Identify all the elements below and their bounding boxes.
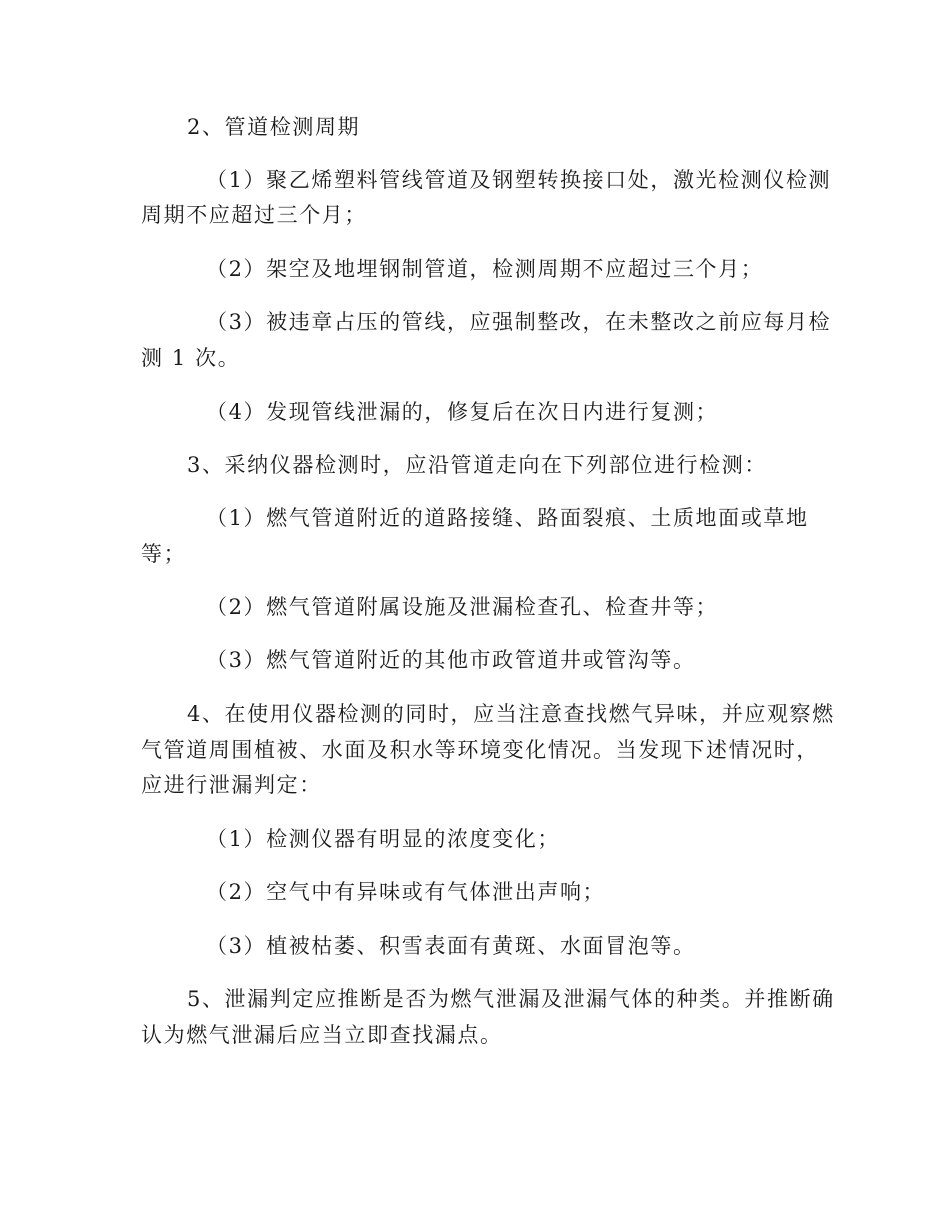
section-heading-3: 3、采纳仪器检测时，应沿管道走向在下列部位进行检测： — [187, 453, 767, 477]
paragraph-line: （1）燃气管道附近的道路接缝、路面裂痕、土质地面或草地 — [206, 506, 809, 530]
paragraph-line: （2）燃气管道附属设施及泄漏检查孔、检查井等； — [206, 595, 719, 619]
paragraph-line: 测 1 次。 — [141, 346, 241, 370]
paragraph-line: 应进行泄漏判定： — [141, 773, 322, 797]
paragraph-line: （3）被违章占压的管线，应强制整改，在未整改之前应每月检 — [206, 310, 832, 334]
paragraph-line: （4）发现管线泄漏的，修复后在次日内进行复测； — [206, 400, 719, 424]
paragraph-line: （3）燃气管道附近的其他市政管道井或管沟等。 — [206, 648, 696, 672]
paragraph-line: 认为燃气泄漏后应当立即查找漏点。 — [141, 1023, 503, 1047]
section-heading-4: 4、在使用仪器检测的同时，应当注意查找燃气异味，并应观察燃 — [187, 702, 835, 726]
paragraph-line: 周期不应超过三个月； — [141, 203, 367, 227]
paragraph-line: （1）聚乙烯塑料管线管道及钢塑转换接口处，激光检测仪检测 — [206, 168, 832, 192]
section-heading-5: 5、泄漏判定应推断是否为燃气泄漏及泄漏气体的种类。并推断确 — [187, 987, 835, 1011]
paragraph-line: （2）空气中有异味或有气体泄出声响； — [206, 880, 606, 904]
paragraph-line: （2）架空及地埋钢制管道，检测周期不应超过三个月； — [206, 257, 764, 281]
paragraph-line: （1）检测仪器有明显的浓度变化； — [206, 827, 560, 851]
section-heading-2: 2、管道检测周期 — [187, 115, 361, 139]
paragraph-line: 等； — [141, 542, 187, 566]
paragraph-line: 气管道周围植被、水面及积水等环境变化情况。当发现下述情况时， — [141, 738, 819, 762]
paragraph-line: （3）植被枯萎、积雪表面有黄斑、水面冒泡等。 — [206, 934, 696, 958]
